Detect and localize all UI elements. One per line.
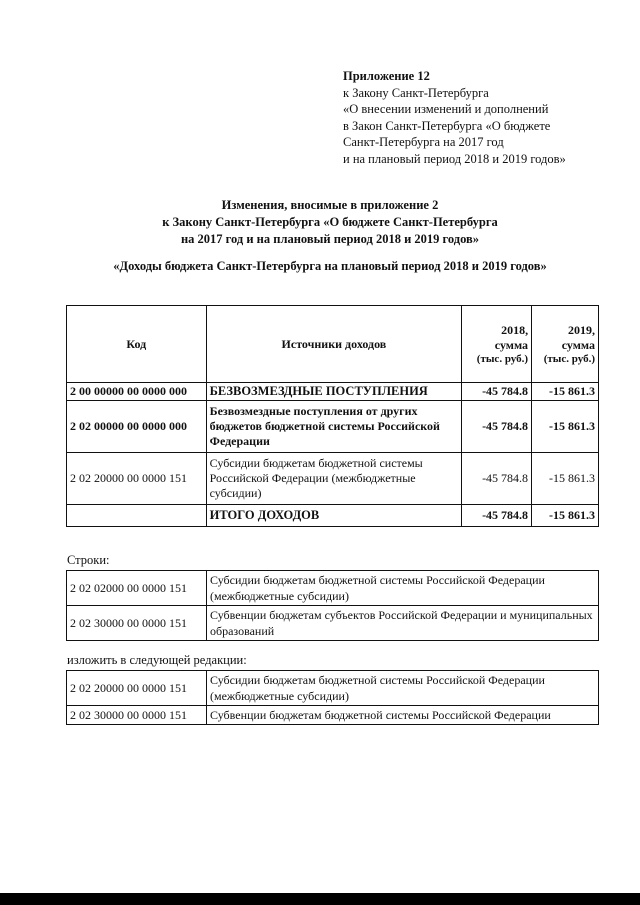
table-header-row (67, 306, 599, 383)
row-text: Субвенции бюджетам бюджетной системы Российской Федерации (207, 706, 599, 725)
table-row (67, 383, 599, 401)
header-2019: 2019, сумма (тыс. руб.) (532, 306, 599, 383)
row-code (67, 505, 207, 527)
row-source: Безвозмездные поступления от других бюджетов бюджетной системы Российской Федерации (206, 401, 462, 453)
row-source: ИТОГО ДОХОДОВ (206, 505, 462, 527)
header-source: Источники доходов (206, 306, 462, 383)
row-2018: -45 784.8 (462, 383, 532, 401)
row-2019: -15 861.3 (532, 505, 599, 527)
strings-label: Строки: (67, 553, 110, 567)
row-text: Субсидии бюджетам бюджетной системы Российской Федерации (межбюджетные субсидии) (207, 671, 599, 706)
table-row (67, 571, 599, 606)
appendix-line: «О внесении изменений и дополнений (343, 102, 549, 116)
row-2019: -15 861.3 (532, 383, 599, 401)
row-2018: -45 784.8 (462, 505, 532, 527)
row-code: 2 02 30000 00 0000 151 (67, 706, 207, 725)
row-code: 2 00 00000 00 0000 000 (67, 383, 207, 401)
header-code: Код (67, 306, 207, 383)
appendix-line: в Закон Санкт-Петербурга «О бюджете (343, 118, 551, 133)
row-text: Субвенции бюджетам субъектов Российской Федерации и муниципальных образований (207, 606, 599, 641)
heading-line: к Закону Санкт-Петербурга «О бюджете Санкт-Петербурга (162, 215, 498, 229)
appendix-line: и на плановый период 2018 и 2019 годов» (343, 151, 566, 166)
revenue-table (66, 305, 599, 527)
row-2019: -15 861.3 (532, 401, 599, 453)
row-code: 2 02 30000 00 0000 151 (67, 606, 207, 641)
row-source: БЕЗВОЗМЕЗДНЫЕ ПОСТУПЛЕНИЯ (206, 383, 462, 401)
row-code: 2 02 02000 00 0000 151 (67, 571, 207, 606)
row-code: 2 02 20000 00 0000 151 (67, 671, 207, 706)
row-2019: -15 861.3 (532, 453, 599, 505)
row-2018: -45 784.8 (462, 453, 532, 505)
document-heading (60, 197, 600, 248)
row-code: 2 02 00000 00 0000 000 (67, 401, 207, 453)
scan-edge (0, 893, 640, 905)
table-row (67, 453, 599, 505)
restate-table (66, 670, 599, 725)
row-2018: -45 784.8 (462, 401, 532, 453)
restate-label: изложить в следующей редакции: (67, 653, 247, 667)
appendix-line: к Закону Санкт-Петербурга (343, 85, 489, 100)
table-row (67, 671, 599, 706)
document-subtitle: «Доходы бюджета Санкт-Петербурга на плановый период 2018 и 2019 годов» (113, 259, 547, 273)
row-source: Субсидии бюджетам бюджетной системы Российской Федерации (межбюджетные субсидии) (206, 453, 462, 505)
heading-line: Изменения, вносимые в приложение 2 (221, 198, 439, 212)
table-row (67, 606, 599, 641)
header-2018: 2018, сумма (тыс. руб.) (462, 306, 532, 383)
appendix-line: Санкт-Петербурга на 2017 год (343, 135, 504, 149)
table-row (67, 706, 599, 725)
appendix-title: Приложение 12 (343, 69, 430, 83)
heading-line: на 2017 год и на плановый период 2018 и 2019 годов» (180, 232, 480, 246)
table-row (67, 401, 599, 453)
table-total-row (67, 505, 599, 527)
appendix-block (343, 68, 633, 167)
strings-table (66, 570, 599, 641)
row-text: Субсидии бюджетам бюджетной системы Российской Федерации (межбюджетные субсидии) (207, 571, 599, 606)
row-code: 2 02 20000 00 0000 151 (67, 453, 207, 505)
